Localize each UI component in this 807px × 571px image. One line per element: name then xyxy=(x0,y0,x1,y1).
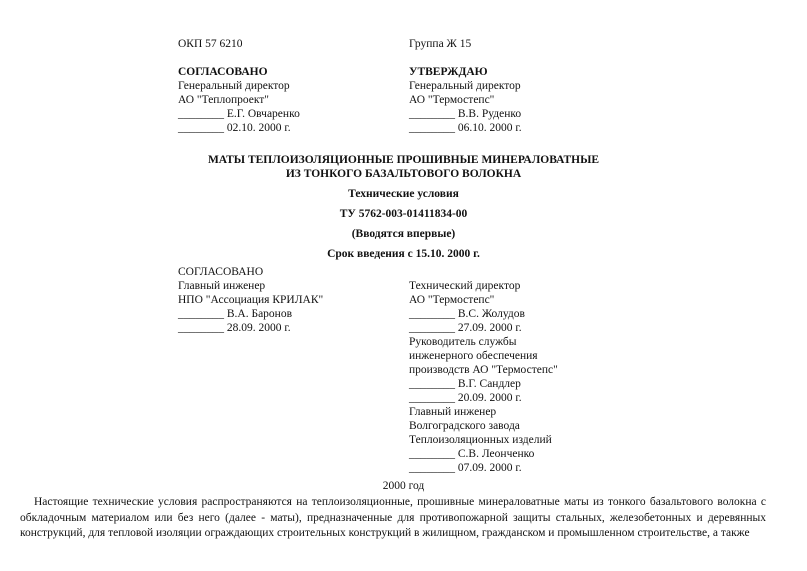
doc-code: ТУ 5762-003-01411834-00 xyxy=(339,208,468,220)
approved-date: ________ 06.10. 2000 г. xyxy=(409,122,522,134)
approved-title: УТВЕРЖДАЮ xyxy=(409,66,488,78)
agreed-org: АО "Теплопроект" xyxy=(178,94,269,106)
chief-engineer-date: ________ 07.09. 2000 г. xyxy=(409,462,522,474)
agreed2-signature: ________ В.А. Баронов xyxy=(178,308,293,320)
tech-director-signature: ________ В.С. Жолудов xyxy=(409,308,525,320)
document-year: 2000 год xyxy=(382,480,425,492)
doc-subtitle: Технические условия xyxy=(348,188,459,200)
chief-engineer-org2: Теплоизоляционных изделий xyxy=(409,434,552,446)
doc-title-line1: МАТЫ ТЕПЛОИЗОЛЯЦИОННЫЕ ПРОШИВНЫЕ МИНЕРАЛОВАТНЫЕ xyxy=(207,154,600,166)
chief-engineer-org1: Волгоградского завода xyxy=(409,420,520,432)
chief-engineer-signature: ________ С.В. Леонченко xyxy=(409,448,535,460)
approved-signature: ________ В.В. Руденко xyxy=(409,108,522,120)
approved-org: АО "Термостепс" xyxy=(409,94,495,106)
service-head-line1: Руководитель службы xyxy=(409,336,517,348)
chief-engineer-position: Главный инженер xyxy=(409,406,497,418)
doc-effective-date: Срок введения с 15.10. 2000 г. xyxy=(327,248,480,260)
tech-director-org: АО "Термостепс" xyxy=(409,294,495,306)
agreed-title: СОГЛАСОВАНО xyxy=(178,66,268,78)
doc-note: (Вводятся впервые) xyxy=(351,228,456,240)
approved-position: Генеральный директор xyxy=(409,80,521,92)
service-head-line2: инженерного обеспечения xyxy=(409,350,538,362)
agreed-position: Генеральный директор xyxy=(178,80,290,92)
service-head-line3: производств АО "Термостепс" xyxy=(409,364,558,376)
agreed2-position: Главный инженер xyxy=(178,280,266,292)
agreed-signature: ________ Е.Г. Овчаренко xyxy=(178,108,300,120)
agreed-date: ________ 02.10. 2000 г. xyxy=(178,122,291,134)
service-head-date: ________ 20.09. 2000 г. xyxy=(409,392,522,404)
group-code: Группа Ж 15 xyxy=(409,38,472,50)
intro-paragraph: Настоящие технические условия распространяются на теплоизоляционные, прошивные минераловатные маты из тонкого базальтового волокна с обкладочным материалом или без него (далее - маты), предназначенные для противопожарной защиты стальных, железобетонных и деревянных конструкций, для тепловой изоляции ограждающих строительных конструкций в жилищном, гражданском и промышленном строительстве, а также xyxy=(20,496,766,539)
tech-director-position: Технический директор xyxy=(409,280,521,292)
agreed2-title: СОГЛАСОВАНО xyxy=(178,266,264,278)
okp-code: ОКП 57 6210 xyxy=(178,38,243,50)
agreed2-date: ________ 28.09. 2000 г. xyxy=(178,322,291,334)
agreed2-org: НПО "Ассоциация КРИЛАК" xyxy=(178,294,324,306)
service-head-signature: ________ В.Г. Сандлер xyxy=(409,378,521,390)
doc-title-line2: ИЗ ТОНКОГО БАЗАЛЬТОВОГО ВОЛОКНА xyxy=(285,168,522,180)
tech-director-date: ________ 27.09. 2000 г. xyxy=(409,322,522,334)
